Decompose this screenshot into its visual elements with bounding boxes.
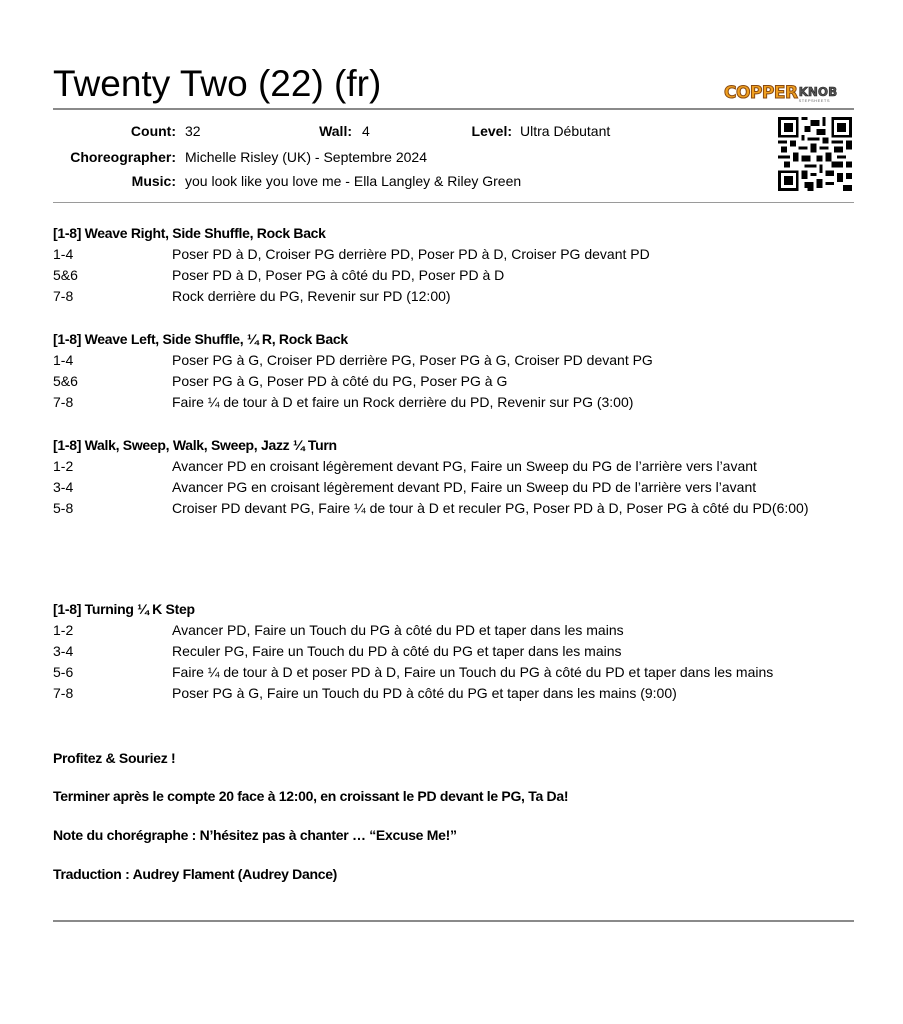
step-count: 5&6 — [53, 267, 78, 283]
step-description: Poser PG à G, Faire un Touch du PD à côté du PG et taper dans les mains (9:00) — [172, 685, 677, 701]
step-count: 5-6 — [53, 664, 74, 680]
header-divider — [53, 108, 854, 110]
step-description: Croiser PD devant PG, Faire ¼ de tour à D et reculer PG, Poser PD à D, Poser PG à côté du PD(6:00) — [172, 500, 809, 516]
wall-label: Wall: — [319, 123, 352, 139]
step-count: 1-4 — [53, 352, 74, 368]
qr-code-icon — [778, 117, 852, 191]
step-count: 7-8 — [53, 288, 74, 304]
step-count: 7-8 — [53, 685, 74, 701]
count-value: 32 — [185, 123, 201, 139]
step-description: Avancer PD en croisant légèrement devant PG, Faire un Sweep du PG de l’arrière vers l’avant — [172, 458, 757, 474]
ending-note: Terminer après le compte 20 face à 12:00, en croissant le PD devant le PG, Ta Da! — [53, 788, 569, 804]
copperknob-logo — [724, 81, 837, 103]
step-section — [53, 223, 853, 307]
step-description: Avancer PD, Faire un Touch du PG à côté du PD et taper dans les mains — [172, 622, 624, 638]
translation-credit: Traduction : Audrey Flament (Audrey Dance) — [53, 866, 338, 882]
choreographer-label: Choreographer: — [70, 149, 176, 165]
section-title: [1-8] Weave Left, Side Shuffle, ¼ R, Rock Back — [53, 331, 348, 347]
count-label: Count: — [130, 123, 176, 139]
step-row — [53, 620, 853, 641]
step-count: 3-4 — [53, 643, 74, 659]
step-row — [53, 641, 853, 662]
step-description: Rock derrière du PG, Revenir sur PD (12:00) — [172, 288, 451, 304]
music-label: Music: — [131, 173, 176, 189]
step-section — [53, 329, 853, 413]
step-count: 1-4 — [53, 246, 74, 262]
step-row — [53, 498, 853, 519]
step-row — [53, 371, 853, 392]
step-description: Poser PD à D, Poser PG à côté du PD, Poser PD à D — [172, 267, 505, 283]
step-description: Faire ¼ de tour à D et poser PD à D, Faire un Touch du PG à côté du PD et taper dans les mains — [172, 664, 774, 680]
section-title: [1-8] Weave Right, Side Shuffle, Rock Back — [53, 225, 326, 241]
step-count: 5&6 — [53, 373, 78, 389]
step-row — [53, 683, 853, 704]
step-row — [53, 286, 853, 307]
step-description: Poser PG à G, Croiser PD derrière PG, Poser PG à G, Croiser PD devant PG — [172, 352, 653, 368]
step-count: 5-8 — [53, 500, 74, 516]
step-row — [53, 456, 853, 477]
closing-note: Profitez & Souriez ! — [53, 750, 176, 766]
step-row — [53, 477, 853, 498]
step-count: 1-2 — [53, 458, 74, 474]
step-section — [53, 599, 853, 704]
meta-divider — [53, 202, 854, 203]
step-description: Poser PD à D, Croiser PG derrière PD, Poser PD à D, Croiser PG devant PD — [172, 246, 650, 262]
step-row — [53, 662, 853, 683]
step-description: Avancer PG en croisant légèrement devant PD, Faire un Sweep du PD de l’arrière vers l’avant — [172, 479, 757, 495]
step-row — [53, 392, 853, 413]
step-count: 7-8 — [53, 394, 74, 410]
footer-divider — [53, 920, 854, 922]
step-description: Poser PG à G, Poser PD à côté du PG, Poser PG à G — [172, 373, 508, 389]
logo-primary: COPPER — [724, 83, 798, 103]
logo-secondary: KNOB — [798, 85, 838, 99]
level-label: Level: — [471, 123, 512, 139]
page-title: Twenty Two (22) (fr) — [53, 63, 382, 104]
step-section — [53, 435, 853, 519]
step-row — [53, 350, 853, 371]
wall-value: 4 — [362, 123, 370, 139]
music-value: you look like you love me - Ella Langley & Riley Green — [185, 173, 522, 189]
choreographer-note: Note du chorégraphe : N’hésitez pas à chanter … “Excuse Me!” — [53, 827, 457, 843]
section-title: [1-8] Turning ¼ K Step — [53, 601, 195, 617]
step-row — [53, 265, 853, 286]
step-count: 3-4 — [53, 479, 74, 495]
choreographer-value: Michelle Risley (UK) - Septembre 2024 — [185, 149, 427, 165]
logo-tagline: STEPSHEETS — [798, 98, 831, 103]
step-row — [53, 244, 853, 265]
step-description: Reculer PG, Faire un Touch du PD à côté du PG et taper dans les mains — [172, 643, 622, 659]
step-description: Faire ¼ de tour à D et faire un Rock derrière du PD, Revenir sur PG (3:00) — [172, 394, 634, 410]
step-count: 1-2 — [53, 622, 74, 638]
section-title: [1-8] Walk, Sweep, Walk, Sweep, Jazz ¼ Turn — [53, 437, 337, 453]
level-value: Ultra Débutant — [520, 123, 611, 139]
